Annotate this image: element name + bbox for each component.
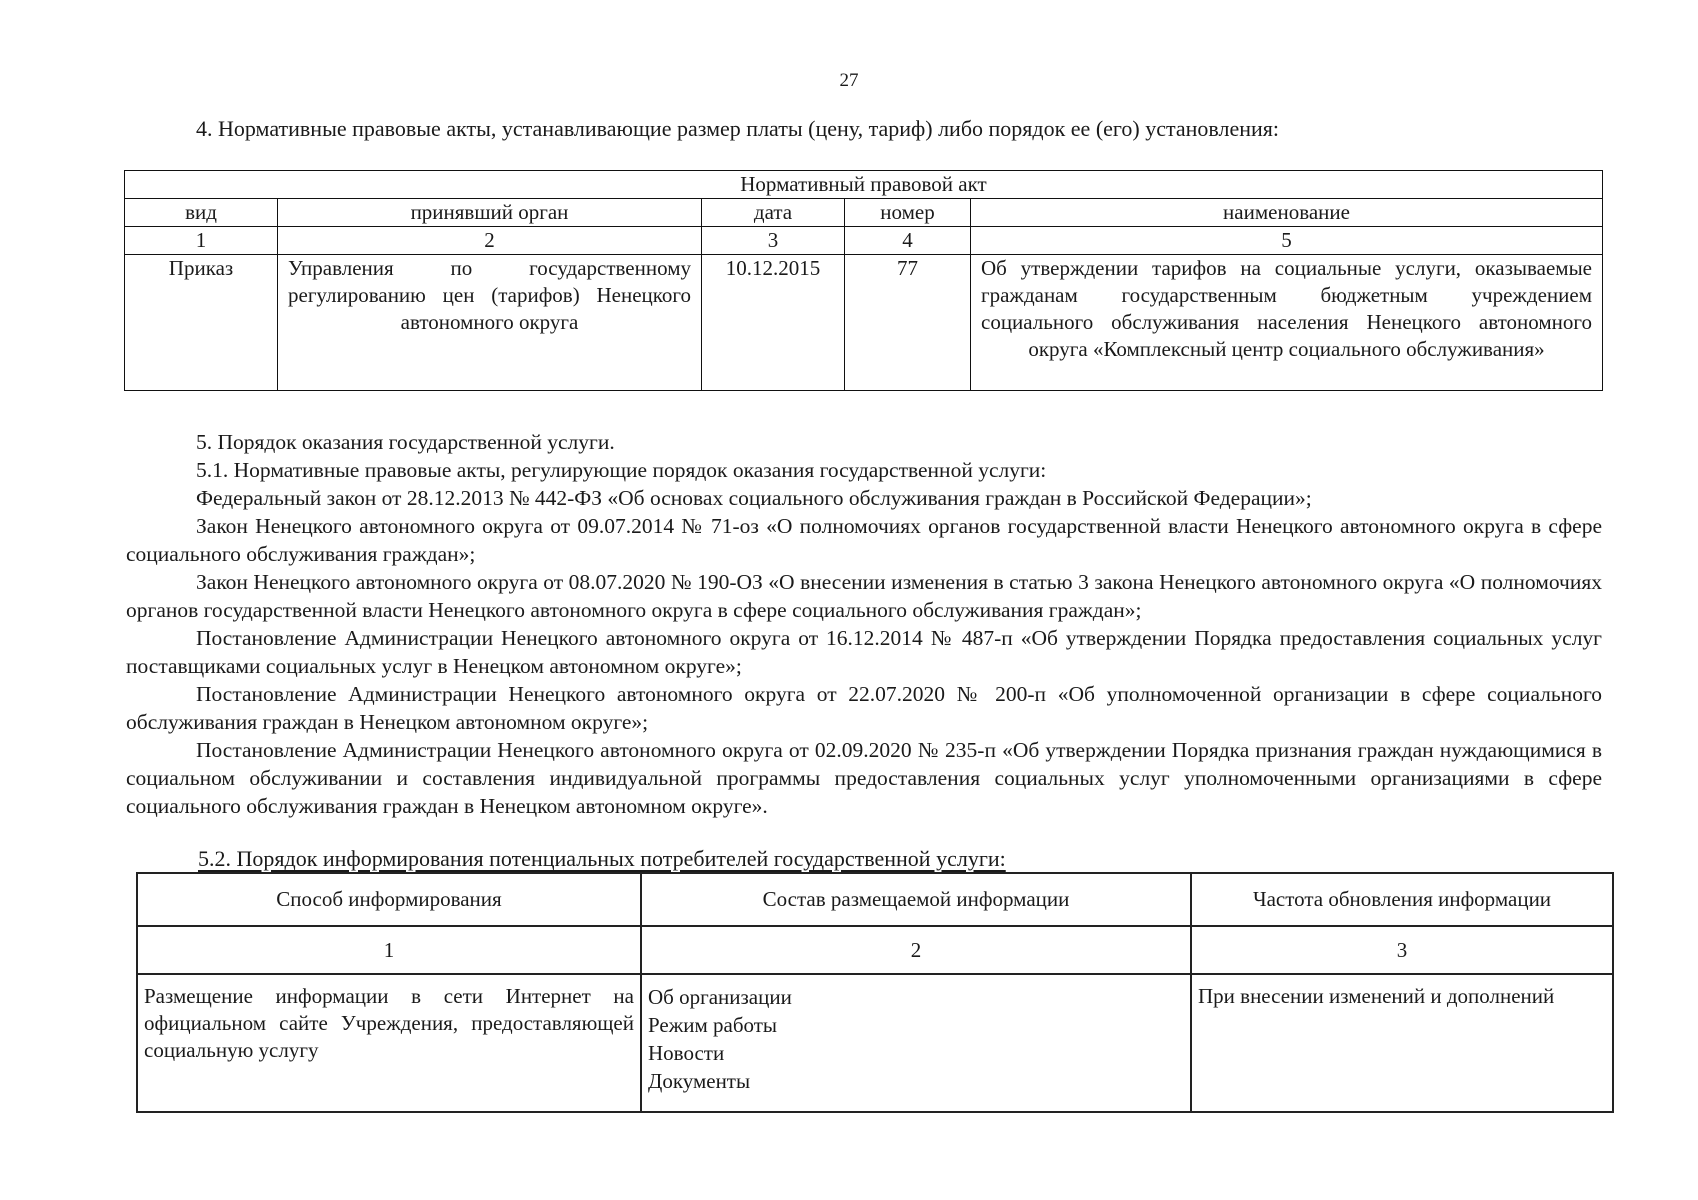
column-number: 2 (278, 227, 702, 255)
column-number: 2 (641, 926, 1191, 974)
column-number-row (137, 926, 1613, 974)
list-item: Новости (648, 1041, 725, 1065)
act-number: 77 (845, 255, 971, 391)
information-method: Размещение информации в сети Интернет на официальном сайте Учреждения, предоставляющей социальную услугу (137, 974, 641, 1112)
paragraph: 5.1. Нормативные правовые акты, регулирующие порядок оказания государственной услуги: (196, 458, 1047, 482)
list-item: Режим работы (648, 1013, 778, 1037)
act-type: Приказ (125, 255, 278, 391)
column-header: Состав размещаемой информации (641, 873, 1191, 926)
column-number: 3 (1191, 926, 1613, 974)
column-header: Способ информирования (137, 873, 641, 926)
column-header: номер (845, 199, 971, 227)
section-5-text (126, 428, 1602, 820)
list-item: Об организации (648, 985, 792, 1009)
column-header: дата (702, 199, 845, 227)
paragraph: Постановление Администрации Ненецкого автономного округа от 22.07.2020 № 200-п «Об уполномоченной организации в сфере социального обслуживания граждан в Ненецком автономном округе»; (126, 682, 1602, 734)
act-name: Об утверждении тарифов на социальные услуги, оказываемые гражданам государственным бюджетным учреждением социального обслуживания населения Ненецкого автономного округа «Комплексный центр социального обслуживания» (971, 255, 1603, 391)
legal-acts-table (124, 170, 1603, 391)
column-number: 4 (845, 227, 971, 255)
paragraph: 5. Порядок оказания государственной услуги. (196, 430, 615, 454)
act-issuing-body: Управления по государственному регулированию цен (тарифов) Ненецкого автономного округа (278, 255, 702, 391)
column-number: 1 (137, 926, 641, 974)
information-table (136, 872, 1614, 1113)
information-contents (641, 974, 1191, 1112)
table-row (125, 255, 1603, 391)
paragraph: Постановление Администрации Ненецкого автономного округа от 02.09.2020 № 235-п «Об утверждении Порядка признания граждан нуждающимися в социальном обслуживании и составления индивидуальной программы предоставления социальных услуг уполномоченными организациями в сфере социального обслуживания граждан в Ненецком автономном округе». (126, 738, 1602, 818)
act-date: 10.12.2015 (702, 255, 845, 391)
paragraph: Федеральный закон от 28.12.2013 № 442-ФЗ «Об основах социального обслуживания граждан в Российской Федерации»; (196, 486, 1312, 510)
table-header-row (137, 873, 1613, 926)
column-number: 3 (702, 227, 845, 255)
paragraph: Закон Ненецкого автономного округа от 08.07.2020 № 190-ОЗ «О внесении изменения в статью 3 закона Ненецкого автономного округа «О полномочиях органов государственной власти Ненецкого автономного округа в сфере социального обслуживания граждан»; (126, 570, 1602, 622)
table-header-row (125, 199, 1603, 227)
column-header: наименование (971, 199, 1603, 227)
update-frequency: При внесении изменений и дополнений (1191, 974, 1613, 1112)
paragraph: Постановление Администрации Ненецкого автономного округа от 16.12.2014 № 487-п «Об утверждении Порядка предоставления социальных услуг поставщиками социальных услуг в Ненецком автономном округе»; (126, 626, 1602, 678)
table-title-row (125, 171, 1603, 199)
section-5-2-title: 5.2. Порядок информирования потенциальных потребителей государственной услуги: (198, 846, 1006, 871)
column-number: 1 (125, 227, 278, 255)
column-header: вид (125, 199, 278, 227)
table-row (137, 974, 1613, 1112)
page-number: 27 (839, 70, 859, 91)
column-header: принявший орган (278, 199, 702, 227)
table-title: Нормативный правовой акт (125, 171, 1603, 199)
section-4-title: 4. Нормативные правовые акты, устанавливающие размер платы (цену, тариф) либо порядок ее (его) установления: (196, 116, 1280, 141)
column-header: Частота обновления информации (1191, 873, 1613, 926)
column-number: 5 (971, 227, 1603, 255)
paragraph: Закон Ненецкого автономного округа от 09.07.2014 № 71-оз «О полномочиях органов государственной власти Ненецкого автономного округа в сфере социального обслуживания граждан»; (126, 514, 1602, 566)
list-item: Документы (648, 1069, 751, 1093)
column-number-row (125, 227, 1603, 255)
